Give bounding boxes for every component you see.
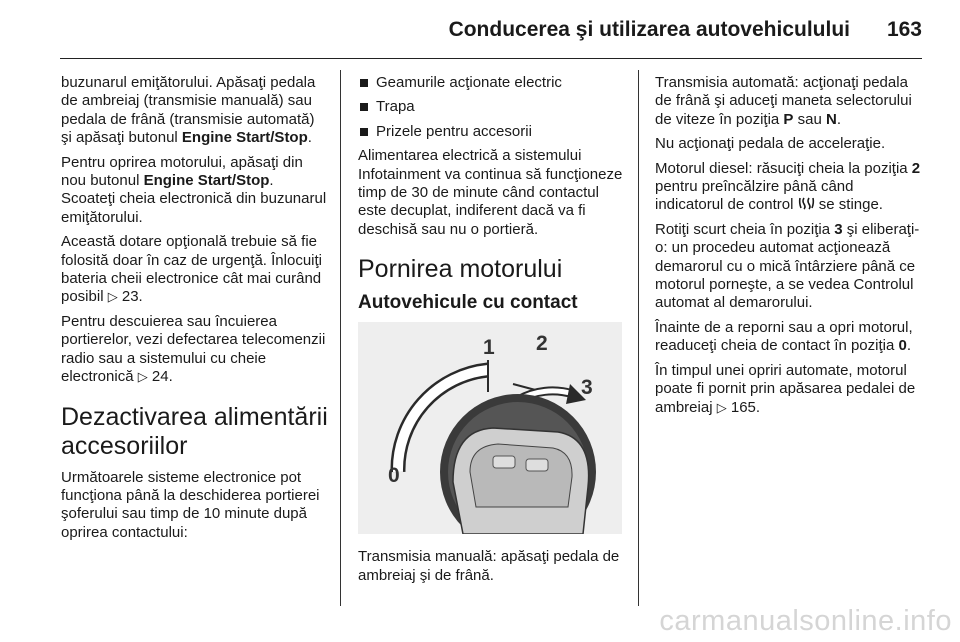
paragraph: Nu acţionaţi pedala de acceleraţie. xyxy=(655,135,886,153)
ignition-key-illustration xyxy=(358,322,622,534)
paragraph: Transmisia automată: acţionaţi pedala de frână şi aduceţi maneta selectorului de viteze în poziţia P sau N. xyxy=(655,74,912,128)
paragraph: Această dotare opţională trebuie să fie folosită doar în caz de urgenţă. Înlocuiţi bateria cheii electronice cât mai curând posibil ▷ 23. xyxy=(61,233,322,306)
column-1 xyxy=(61,74,329,548)
page-ref-link[interactable]: 23. xyxy=(121,288,143,306)
column-2 xyxy=(358,74,630,591)
paragraph: În timpul unei opriri automate, motorul poate fi pornit prin apăsarea pedalei de ambreiaj ▷ 165. xyxy=(655,361,916,416)
paragraph: Transmisia manuală: apăsaţi pedala de ambreiaj şi de frână. xyxy=(358,548,620,584)
section-heading: Pornirea motorului xyxy=(358,255,563,284)
list-item: Prizele pentru accesorii xyxy=(358,123,630,141)
page-ref-arrow-icon: ▷ xyxy=(137,369,148,385)
subsection-heading: Autovehicule cu contact xyxy=(358,292,578,314)
paragraph: Motorul diesel: răsuciţi cheia la poziţia 2 pentru preîncălzire până când indicatorul de control se stinge. xyxy=(655,159,921,214)
paragraph: Pentru descuierea sau încuierea portierelor, vezi defectarea telecomenzii radio sau a sistemului cu cheie electronică ▷ 24. xyxy=(61,312,326,386)
paragraph: Înainte de a reporni sau a opri motorul, readuceţi cheia de contact în poziţia 0. xyxy=(655,318,913,355)
paragraph: Următoarele sisteme electronice pot funcţiona până la deschiderea portierei şoferului sau timp de 10 minute după oprirea contactului: xyxy=(61,468,320,541)
bullet-icon xyxy=(360,79,368,87)
section-heading: Dezactivarea alimentării accesoriilor xyxy=(61,402,328,460)
page-ref-link[interactable]: 165. xyxy=(730,398,761,416)
chapter-title: Conducerea şi utilizarea autovehiculului xyxy=(448,18,850,41)
position-label-0: 0 xyxy=(388,464,400,488)
page-ref-arrow-icon: ▷ xyxy=(107,289,118,305)
position-label-3: 3 xyxy=(581,376,593,400)
page-number: 163 xyxy=(886,18,922,41)
column-divider-1 xyxy=(340,70,341,606)
paragraph: Rotiţi scurt cheia în poziţia 3 şi eliberaţi-o: un procedeu automat acţionează demarorul cu o mică întârziere până ce motorul porneşte, a se vedea Controlul automat al demarorului. xyxy=(655,220,920,312)
position-label-2: 2 xyxy=(536,332,548,356)
list-item: Geamurile acţionate electric xyxy=(358,74,630,92)
list-item: Trapa xyxy=(358,98,630,116)
glow-plug-icon xyxy=(798,197,815,210)
page-ref-arrow-icon: ▷ xyxy=(716,399,727,415)
page-header xyxy=(0,0,960,60)
position-label-1: 1 xyxy=(483,336,495,360)
bullet-icon xyxy=(360,128,368,136)
engine-start-stop-label: Engine Start/Stop xyxy=(143,172,270,190)
paragraph: Pentru oprirea motorului, apăsaţi din nou butonul Engine Start/Stop. Scoateţi cheia electronică din buzunarul emiţătorului. xyxy=(61,153,327,226)
column-divider-2 xyxy=(638,70,639,606)
paragraph: buzunarul emiţătorului. Apăsaţi pedala de ambreiaj (transmisie manuală) sau pedala de frână (transmisie automată) şi apăsaţi butonul Engine Start/Stop. xyxy=(61,74,316,147)
paragraph: Alimentarea electrică a sistemului Infotainment va continua să funcţioneze timp de 30 de minute când contactul este decuplat, indiferent dacă va fi deschisă sau nu o portieră. xyxy=(358,147,623,238)
bullet-icon xyxy=(360,103,368,111)
engine-start-stop-label: Engine Start/Stop xyxy=(181,129,308,147)
watermark: carmanualsonline.info xyxy=(659,605,952,637)
header-divider xyxy=(60,58,922,59)
page-ref-link[interactable]: 24. xyxy=(151,368,173,386)
column-3 xyxy=(655,74,925,423)
ignition-figure xyxy=(358,322,622,534)
